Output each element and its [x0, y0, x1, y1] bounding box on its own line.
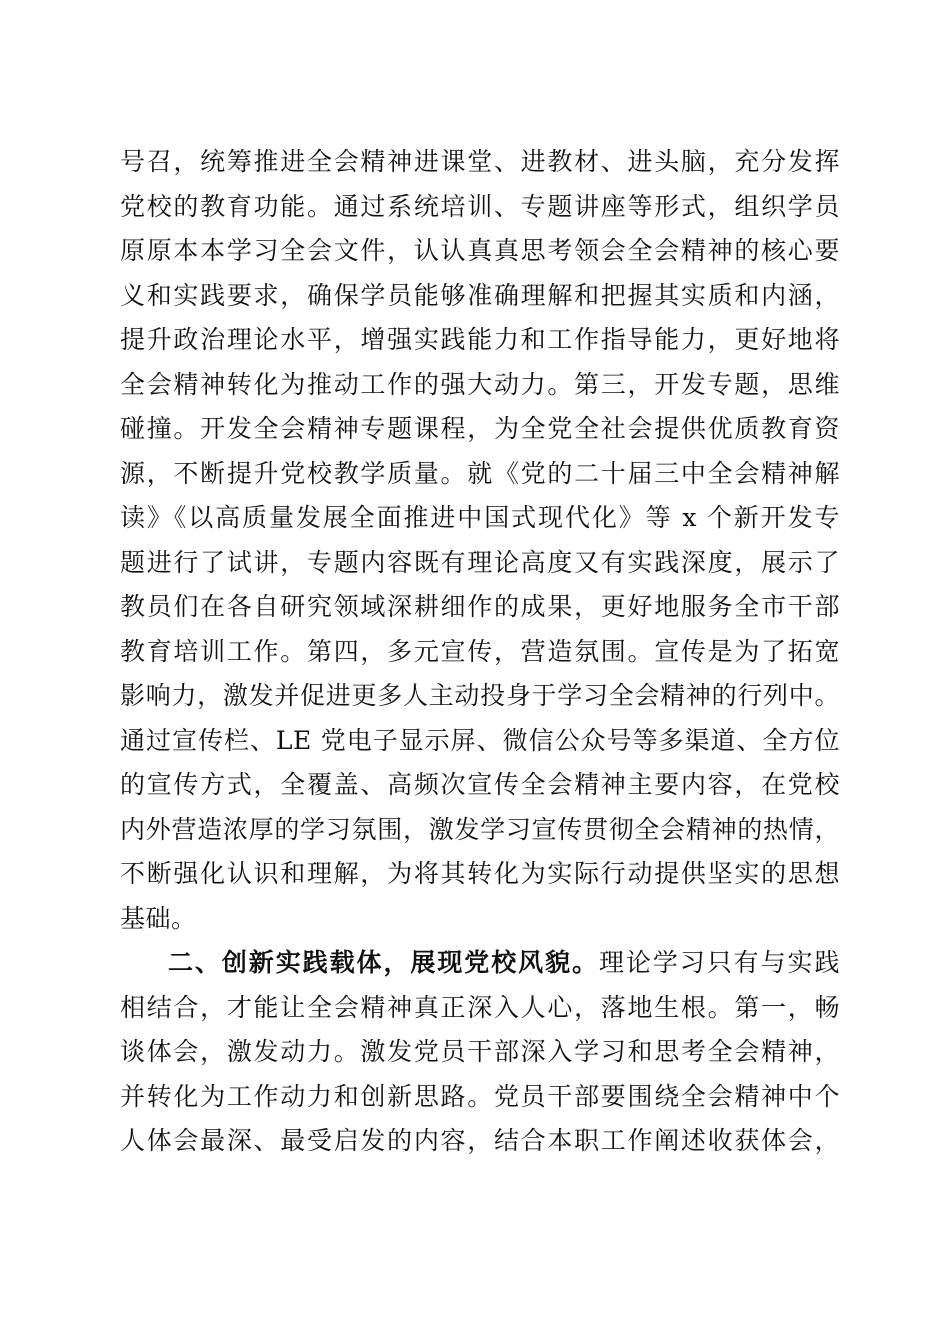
paragraph-1	[120, 140, 840, 941]
heading-line-rest: 理论学习只有与实践	[598, 948, 840, 977]
text-line: 并转化为工作动力和创新思路。党员干部要围绕全会精神中个	[120, 1081, 840, 1111]
document-body	[120, 140, 840, 1164]
text-line: 相结合，才能让全会精神真正深入人心，落地生根。第一，畅	[120, 992, 840, 1022]
text-line: 人体会最深、最受启发的内容，结合本职工作阐述收获体会，	[120, 1126, 840, 1155]
text-line: 原原本本学习全会文件，认认真真思考领会全会精神的核心要	[120, 236, 840, 265]
text-line: 基础。	[120, 903, 197, 933]
text-line: 碰撞。开发全会精神专题课程，为全党全社会提供优质教育资	[120, 414, 840, 443]
text-line: 谈体会，激发动力。激发党员干部深入学习和思考全会精神，	[120, 1037, 840, 1066]
text-line: 全会精神转化为推动工作的强大动力。第三，开发专题，思维	[120, 369, 840, 399]
text-line: 党校的教育功能。通过系统培训、专题讲座等形式，组织学员	[120, 191, 840, 221]
text-line: 教育培训工作。第四，多元宣传，营造氛围。宣传是为了拓宽	[120, 636, 840, 666]
section-heading: 二、创新实践载体，展现党校风貌。	[168, 948, 599, 977]
text-line: 源，不断提升党校教学质量。就《党的二十届三中全会精神解	[120, 458, 840, 488]
text-line: 提升政治理论水平，增强实践能力和工作指导能力，更好地将	[120, 325, 840, 354]
text-line: 通过宣传栏、LE 党电子显示屏、微信公众号等多渠道、全方位	[120, 725, 840, 755]
text-line: 义和实践要求，确保学员能够准确理解和把握其实质和内涵，	[120, 280, 840, 310]
text-line: 题进行了试讲，专题内容既有理论高度又有实践深度，展示了	[120, 547, 840, 577]
text-line: 号召，统筹推进全会精神进课堂、进教材、进头脑，充分发挥	[120, 147, 840, 176]
text-line: 影响力，激发并促进更多人主动投身于学习全会精神的行列中。	[120, 681, 840, 710]
text-line: 不断强化认识和理解，为将其转化为实际行动提供坚实的思想	[120, 859, 840, 888]
paragraph-2	[120, 941, 840, 1164]
text-line: 的宣传方式，全覆盖、高频次宣传全会精神主要内容，在党校	[120, 770, 840, 799]
text-line	[120, 941, 840, 986]
text-line: 读》《以高质量发展全面推进中国式现代化》等 x 个新开发专	[120, 503, 840, 532]
text-line: 内外营造浓厚的学习氛围，激发学习宣传贯彻全会精神的热情，	[120, 814, 840, 844]
text-line: 教员们在各自研究领域深耕细作的成果，更好地服务全市干部	[120, 592, 840, 621]
